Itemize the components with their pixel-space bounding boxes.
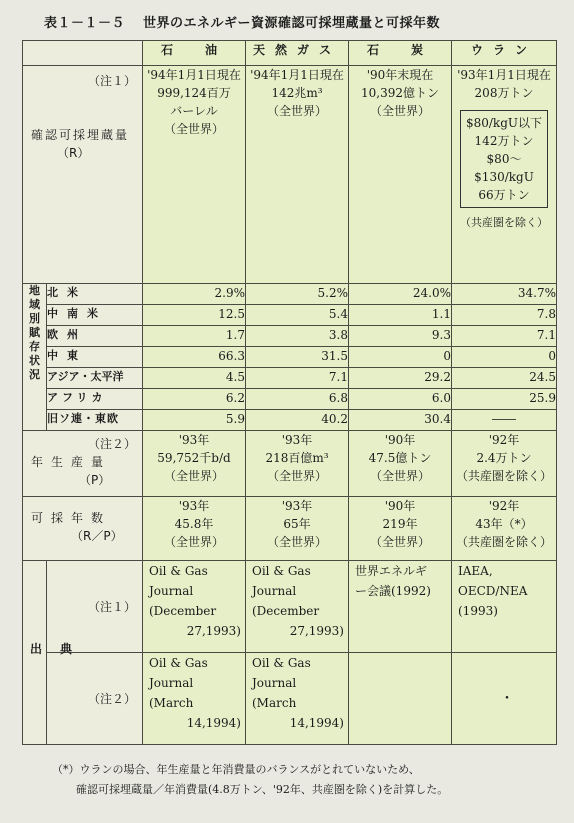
source1-gas-line: Journal [252,584,297,598]
region-row [23,326,557,347]
reserves-gas [246,66,349,284]
production-coal-year: '90年 [384,433,416,447]
years-oil-year: '93年 [178,499,210,513]
source1-oil-line: Oil & Gas [149,564,208,578]
reserves-uranium-amount: 208万トン [474,86,534,100]
region-name: アジア・太平洋 [47,368,143,389]
reserves-gas-amount: 142兆m³ [271,86,323,100]
production-gas-scope: （全世界） [266,469,327,483]
reserves-label-sub: （R） [57,146,90,160]
reserves-table [22,40,557,745]
production-coal [349,431,452,497]
production-uranium-year: '92年 [488,433,520,447]
source1-gas-line: (December [252,604,320,618]
source1-oil-line: (December [149,604,217,618]
reserves-row [23,66,557,284]
region-row [23,347,557,368]
source2-oil-line: 14,1994) [186,716,241,730]
production-oil-value: 59,752千b/d [157,451,231,465]
region-row [23,410,557,431]
region-uranium: 24.5 [452,368,557,389]
source1-uranium-line: IAEA, [458,564,493,578]
production-gas-year: '93年 [281,433,313,447]
region-row [23,368,557,389]
header-row [23,41,557,66]
production-coal-value: 47.5億トン [368,451,432,465]
source2-uranium [452,653,557,745]
years-coal-year: '90年 [384,499,416,513]
source-row-1 [23,561,557,653]
source1-uranium [452,561,557,653]
production-gas [246,431,349,497]
header-blank [23,41,143,66]
region-row [23,389,557,410]
reserves-oil [143,66,246,284]
reserves-coal-scope: （全世界） [369,104,430,118]
production-label-sub: （P） [79,473,111,487]
region-gas: 40.2 [246,410,349,431]
region-oil: 2.9% [143,284,246,305]
region-row [23,305,557,326]
years-gas-value: 65年 [283,517,311,531]
region-gas: 5.2% [246,284,349,305]
production-note: （注２） [87,437,136,451]
source2-oil-line: Oil & Gas [149,656,208,670]
source1-uranium-line: OECD/NEA [458,584,528,598]
region-uranium: 34.7% [452,284,557,305]
years-coal [349,497,452,561]
reserves-oil-date: '94年1月1日現在 [147,68,241,82]
region-coal: 6.0 [349,389,452,410]
region-uranium: 7.1 [452,326,557,347]
region-oil: 1.7 [143,326,246,347]
region-row [23,284,557,305]
years-label: 可採年数 [31,511,112,525]
years-uranium-year: '92年 [488,499,520,513]
region-name: 中南米 [47,305,143,326]
reserves-note: （注１） [87,74,136,88]
reserves-oil-amount: 999,124百万 [157,86,231,100]
years-label-cell [23,497,143,561]
source2-oil [143,653,246,745]
source-note2-text: （注２） [87,691,136,706]
region-oil: 66.3 [143,347,246,368]
source-label: 出典 [30,642,91,656]
uranium-box-line: $80/kgU以下 [465,116,542,130]
source-row-2 [23,653,557,745]
years-oil-value: 45.8年 [174,517,214,531]
reserves-coal-date: '90年末現在 [366,68,434,82]
reserves-oil-unit: バーレル [170,104,218,118]
years-gas-year: '93年 [281,499,313,513]
source1-coal-line: ー会議(1992) [355,584,431,598]
region-coal: 30.4 [349,410,452,431]
reserves-uranium-date: '93年1月1日現在 [457,68,551,82]
production-uranium [452,431,557,497]
production-oil [143,431,246,497]
years-oil [143,497,246,561]
years-coal-value: 219年 [382,517,418,531]
region-gas: 7.1 [246,368,349,389]
source2-gas-line: Journal [252,676,297,690]
years-gas [246,497,349,561]
source1-gas-line: Oil & Gas [252,564,311,578]
source2-coal [349,653,452,745]
source1-uranium-line: (1993) [458,604,498,618]
region-coal: 9.3 [349,326,452,347]
uranium-box-line: $130/kgU [474,170,534,184]
production-uranium-scope: （共産圏を除く） [455,469,552,483]
region-name: アフリカ [47,389,143,410]
years-gas-scope: （全世界） [266,535,327,549]
years-coal-scope: （全世界） [369,535,430,549]
years-uranium-value: 43年（*） [475,517,533,531]
region-uranium: 7.8 [452,305,557,326]
source1-gas-line: 27,1993) [289,624,344,638]
source2-gas-line: (March [252,696,297,710]
reserves-gas-scope: （全世界） [266,104,327,118]
source-note1-text: （注１） [87,599,136,614]
production-oil-scope: （全世界） [163,469,224,483]
source-note2 [47,653,143,745]
years-oil-scope: （全世界） [163,535,224,549]
years-uranium [452,497,557,561]
source1-coal [349,561,452,653]
source2-gas-line: Oil & Gas [252,656,311,670]
years-row [23,497,557,561]
uranium-box-line: 66万トン [478,188,530,202]
years-uranium-scope: （共産圏を除く） [455,535,552,549]
production-label: 年生産量 [31,455,112,469]
source2-uranium-mark: ・ [500,690,514,707]
table-number: 表１－１－５ [44,16,126,31]
table-title-text: 世界のエネルギー資源確認可採埋蔵量と可採年数 [143,16,441,31]
region-gas: 6.8 [246,389,349,410]
source2-oil-line: Journal [149,676,194,690]
reserves-label-cell [23,66,143,284]
uranium-cost-box [460,110,548,208]
source2-gas [246,653,349,745]
source2-gas-line: 14,1994) [289,716,344,730]
region-coal: 24.0% [349,284,452,305]
source1-oil [143,561,246,653]
production-label-cell [23,431,143,497]
production-row [23,431,557,497]
region-gas: 5.4 [246,305,349,326]
header-uranium: ウラン [452,41,557,66]
regional-side-label [23,284,47,431]
footnote-line2: 確認可採埋蔵量／年消費量(4.8万トン、'92年、共産圏を除く)を計算した。 [76,783,449,796]
reserves-gas-date: '94年1月1日現在 [250,68,344,82]
source2-oil-line: (March [149,696,194,710]
header-coal: 石 炭 [349,41,452,66]
region-name: 旧ソ連・東欧 [47,410,143,431]
uranium-box-line: 142万トン [474,134,534,148]
source1-gas [246,561,349,653]
reserves-coal-amount: 10,392億トン [361,86,439,100]
region-oil: 6.2 [143,389,246,410]
region-name: 中東 [47,347,143,368]
years-label-sub: （R／P） [71,529,123,543]
region-uranium: ―― [452,410,557,431]
region-oil: 4.5 [143,368,246,389]
uranium-box-line: $80～ [486,152,522,166]
production-coal-scope: （全世界） [369,469,430,483]
reserves-label: 確認可採埋蔵量 [31,128,130,142]
region-gas: 31.5 [246,347,349,368]
region-coal: 29.2 [349,368,452,389]
footnote [52,760,448,800]
footnote-line1: （*）ウランの場合、年生産量と年消費量のバランスがとれていないため、 [52,763,420,776]
reserves-oil-scope: （全世界） [163,122,224,136]
region-name: 欧州 [47,326,143,347]
reserves-uranium [452,66,557,284]
region-uranium: 0 [452,347,557,368]
region-gas: 3.8 [246,326,349,347]
production-uranium-value: 2.4万トン [476,451,532,465]
region-coal: 0 [349,347,452,368]
production-oil-year: '93年 [178,433,210,447]
reserves-uranium-note: （共産圏を除く） [460,216,548,229]
region-uranium: 25.9 [452,389,557,410]
region-name: 北米 [47,284,143,305]
reserves-coal [349,66,452,284]
table-title [44,12,440,31]
source1-coal-line: 世界エネルギ [355,564,428,578]
production-gas-value: 218百億m³ [265,451,329,465]
source1-oil-line: Journal [149,584,194,598]
region-oil: 5.9 [143,410,246,431]
source-note1 [47,561,143,653]
region-oil: 12.5 [143,305,246,326]
header-oil: 石 油 [143,41,246,66]
header-gas: 天然ガス [246,41,349,66]
source1-oil-line: 27,1993) [186,624,241,638]
region-coal: 1.1 [349,305,452,326]
regional-side-label-text: 地 域 別 賦 存 状 況 [29,284,40,381]
